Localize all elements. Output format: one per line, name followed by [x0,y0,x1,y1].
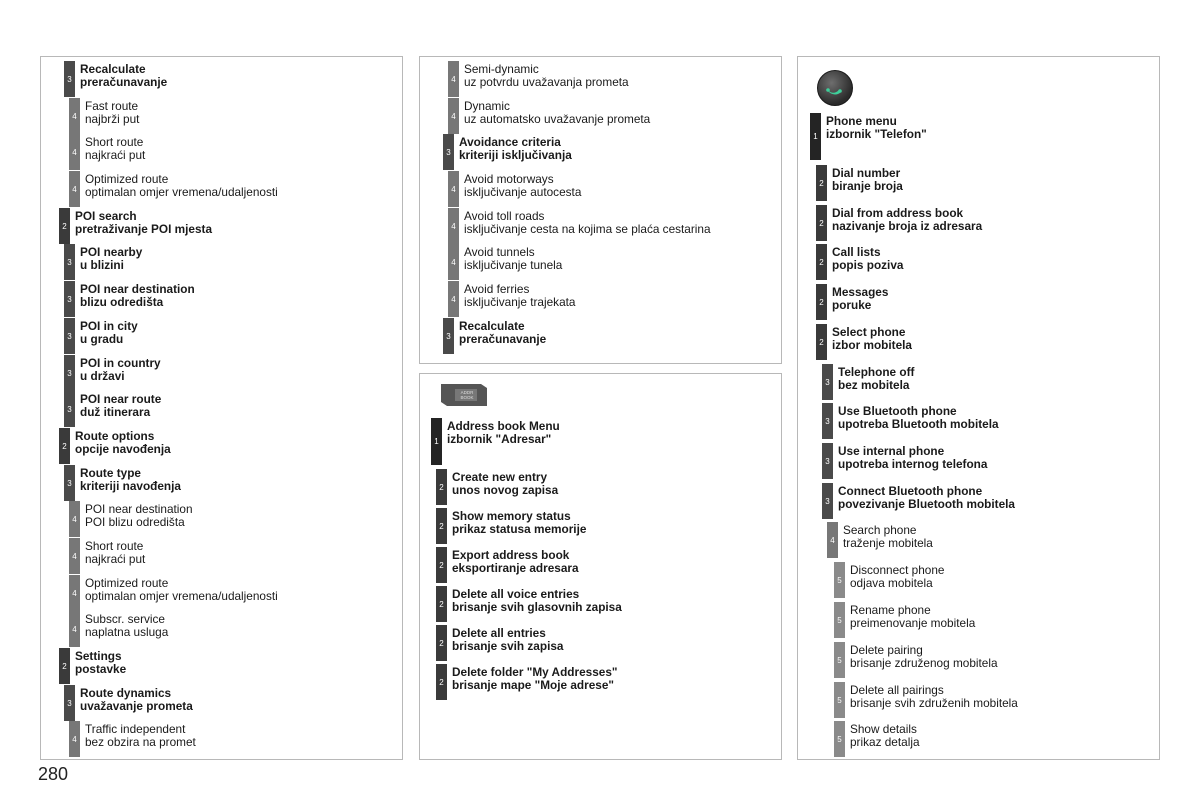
level-badge: 5 [834,682,845,718]
menu-item-text [832,165,903,192]
menu-item [59,208,212,244]
menu-item-text [80,244,142,271]
menu-item [69,611,168,647]
menu-item-label-en: Export address book [452,548,570,562]
menu-item-text [452,469,558,496]
menu-item-label-en: Subscr. service [85,612,165,626]
level-badge: 3 [822,364,833,400]
menu-item-label-en: Optimized route [85,576,169,590]
menu-item-label-hr: opcije navođenja [75,441,171,456]
menu-item-label-en: Call lists [832,245,881,259]
menu-item-label-en: Avoid tunnels [464,245,535,259]
menu-item-label-en: Disconnect phone [850,563,945,577]
menu-item-text [850,602,975,629]
menu-item-label-hr: u gradu [80,331,124,346]
menu-item-label-hr: brisanje svih zapisa [452,638,564,653]
menu-item-label-en: Short route [85,135,144,149]
level-badge: 2 [816,324,827,360]
menu-item-label-en: POI near destination [80,282,195,296]
level-badge: 2 [59,428,70,464]
menu-item [59,428,171,464]
menu-item-label-en: Route options [75,429,155,443]
menu-item [834,682,1018,718]
menu-item-text [838,364,914,391]
menu-item [822,483,1015,519]
menu-item-label-hr: isključivanje trajekata [464,294,576,309]
level-badge: 4 [69,538,80,574]
menu-item-label-en: Delete pairing [850,643,923,657]
menu-item [448,61,629,97]
menu-item-label-hr: upotreba Bluetooth mobitela [838,416,999,431]
menu-item [448,244,562,280]
menu-item [69,134,145,170]
menu-item-label-en: POI in city [80,319,138,333]
menu-item-label-hr: duž itinerara [80,404,151,419]
menu-item [436,664,617,700]
menu-item [64,61,167,97]
menu-item-label-en: Fast route [85,99,139,113]
menu-item-label-en: POI nearby [80,245,143,259]
menu-item-label-en: Avoid motorways [464,172,554,186]
level-badge: 2 [436,547,447,583]
menu-item-label-hr: bez obzira na promet [85,734,196,749]
level-badge: 5 [834,642,845,678]
menu-item [64,244,142,280]
level-badge: 4 [448,171,459,207]
menu-item-text [464,98,650,125]
menu-item-label-hr: preračunavanje [459,331,547,346]
menu-item [69,575,278,611]
menu-item [834,642,998,678]
menu-item-label-hr: naplatna usluga [85,624,169,639]
level-badge: 2 [436,469,447,505]
level-badge: 3 [822,483,833,519]
menu-item-text [850,642,998,669]
menu-item [834,602,975,638]
menu-item [834,562,944,598]
menu-item-label-hr: biranje broja [832,178,903,193]
menu-item-label-hr: bez mobitela [838,377,910,392]
menu-item-label-en: Messages [832,285,889,299]
menu-item-label-hr: uz automatsko uvažavanje prometa [464,111,651,126]
menu-item [810,113,927,160]
menu-item-text [464,244,562,271]
menu-item-label-en: Delete all entries [452,626,546,640]
menu-item-label-en: Delete folder "My Addresses" [452,665,618,679]
menu-item-label-en: Semi-dynamic [464,62,539,76]
menu-item [436,625,563,661]
level-badge: 2 [816,284,827,320]
menu-item-text [464,61,629,88]
menu-item-label-hr: prikaz statusa memorije [452,521,587,536]
level-badge: 3 [822,403,833,439]
menu-item-text [459,318,546,345]
menu-item-text [85,171,278,198]
menu-item-text [80,685,193,712]
level-badge: 3 [64,391,75,427]
menu-item-label-hr: brisanje svih združenih mobitela [850,695,1018,710]
menu-item-label-hr: izbor mobitela [832,337,912,352]
level-badge: 5 [834,562,845,598]
level-badge: 5 [834,721,845,757]
menu-item-label-hr: brisanje svih glasovnih zapisa [452,599,622,614]
menu-item-label-en: Settings [75,649,122,663]
menu-item-label-en: POI near route [80,392,162,406]
menu-item-label-en: Phone menu [826,114,897,128]
menu-item-text [85,611,168,638]
menu-item-text [452,664,617,691]
menu-item-text [838,443,987,470]
menu-item-label-hr: uz potvrdu uvažavanja prometa [464,74,629,89]
menu-item-label-hr: traženje mobitela [843,535,933,550]
level-badge: 4 [69,611,80,647]
menu-item [834,721,920,757]
menu-item-label-en: POI near destination [85,502,193,516]
level-badge: 4 [69,171,80,207]
level-badge: 3 [64,281,75,317]
menu-item-text [80,281,195,308]
menu-item [64,391,161,427]
menu-item [443,134,572,170]
level-badge: 3 [64,318,75,354]
menu-item [816,284,888,320]
menu-item-label-en: POI search [75,209,137,223]
menu-item-text [464,171,581,198]
level-badge: 4 [448,98,459,134]
menu-item-text [832,244,903,271]
menu-item-label-en: Use internal phone [838,444,945,458]
menu-item-text [80,465,181,492]
level-badge: 4 [448,61,459,97]
menu-item-text [464,281,575,308]
level-badge: 2 [436,625,447,661]
menu-item-text [452,625,563,652]
menu-item-label-en: Avoidance criteria [459,135,561,149]
menu-item-label-en: Address book Menu [447,419,560,433]
level-badge: 4 [448,208,459,244]
menu-item-label-en: Dial from address book [832,206,964,220]
menu-item-label-en: Short route [85,539,144,553]
level-badge: 4 [69,575,80,611]
menu-item-label-en: Rename phone [850,603,931,617]
menu-item-label-hr: izbornik "Adresar" [447,431,552,446]
level-badge: 1 [431,418,442,465]
menu-item [436,586,622,622]
menu-item-label-hr: isključivanje autocesta [464,184,582,199]
level-badge: 3 [64,465,75,501]
menu-item-label-hr: najkraći put [85,147,146,162]
level-badge: 3 [443,134,454,170]
menu-item-label-en: Telephone off [838,365,915,379]
menu-item-label-en: Avoid toll roads [464,209,545,223]
menu-item-text [85,501,193,528]
menu-item-text [850,721,920,748]
menu-item-label-en: Show memory status [452,509,571,523]
menu-item-label-en: Avoid ferries [464,282,530,296]
menu-item [816,165,903,201]
menu-item-label-hr: uvažavanje prometa [80,698,193,713]
menu-item-label-en: Dial number [832,166,901,180]
menu-item [822,403,999,439]
menu-item [448,208,711,244]
menu-item-text [850,562,944,589]
level-badge: 4 [827,522,838,558]
level-badge: 2 [59,648,70,684]
menu-item [448,171,581,207]
menu-item-label-hr: optimalan omjer vremena/udaljenosti [85,184,278,199]
menu-item-text [452,508,586,535]
menu-item [816,205,982,241]
menu-item-label-hr: brisanje združenog mobitela [850,655,998,670]
address-book-icon [441,384,487,406]
menu-item-text [85,575,278,602]
menu-item-label-hr: unos novog zapisa [452,482,559,497]
menu-item-text [80,355,161,382]
menu-item-label-hr: isključivanje tunela [464,257,563,272]
menu-item-label-en: Route dynamics [80,686,172,700]
level-badge: 5 [834,602,845,638]
menu-item [431,418,560,465]
menu-item [436,547,579,583]
menu-item-text [826,113,927,140]
menu-item-text [75,208,212,235]
menu-item-text [80,61,167,88]
menu-item-label-en: Dynamic [464,99,510,113]
level-badge: 2 [816,244,827,280]
menu-item-text [75,428,171,455]
level-badge: 3 [64,244,75,280]
level-badge: 4 [448,244,459,280]
menu-item-text [75,648,126,675]
menu-item-label-hr: pretraživanje POI mjesta [75,221,213,236]
menu-item-label-hr: odjava mobitela [850,575,933,590]
menu-item-label-en: Connect Bluetooth phone [838,484,983,498]
menu-item-text [850,682,1018,709]
menu-item-text [832,324,912,351]
menu-item-label-en: Select phone [832,325,906,339]
menu-item [69,98,139,134]
menu-item-text [85,134,145,161]
menu-item-text [85,98,139,125]
menu-item-label-en: Show details [850,722,917,736]
level-badge: 2 [816,205,827,241]
phone-icon [817,70,853,106]
menu-item-label-en: Use Bluetooth phone [838,404,957,418]
menu-item-label-hr: POI blizu odredišta [85,514,185,529]
menu-item [64,355,161,391]
menu-item-text [85,538,145,565]
menu-item-label-en: Recalculate [80,62,146,76]
menu-item-label-hr: brisanje mape "Moje adrese" [452,677,614,692]
level-badge: 3 [822,443,833,479]
menu-item-label-hr: kriteriji isključivanja [459,147,572,162]
menu-item-label-hr: optimalan omjer vremena/udaljenosti [85,588,278,603]
menu-item-label-hr: preimenovanje mobitela [850,615,976,630]
menu-item-label-hr: eksportiranje adresara [452,560,579,575]
menu-item-label-hr: prikaz detalja [850,734,920,749]
menu-item [448,281,575,317]
menu-item [436,508,586,544]
menu-item-label-en: Traffic independent [85,722,186,736]
menu-item-label-hr: kriteriji navođenja [80,478,181,493]
menu-item [64,465,181,501]
menu-item-label-en: Delete all voice entries [452,587,580,601]
menu-item-text [452,586,622,613]
menu-item-label-en: Search phone [843,523,917,537]
level-badge: 4 [448,281,459,317]
menu-item [822,364,914,400]
menu-item-label-en: Recalculate [459,319,525,333]
menu-item-label-en: Create new entry [452,470,548,484]
menu-item [69,538,145,574]
menu-item [69,501,193,537]
menu-item-label-en: Route type [80,466,141,480]
menu-item-text [80,391,161,418]
menu-item [64,685,193,721]
level-badge: 3 [64,61,75,97]
menu-item-label-hr: u blizini [80,257,124,272]
menu-item-label-hr: popis poziva [832,257,904,272]
menu-item [448,98,650,134]
menu-item-text [447,418,560,445]
menu-item-label-hr: blizu odredišta [80,294,164,309]
menu-item [443,318,546,354]
level-badge: 4 [69,501,80,537]
menu-item-text [452,547,579,574]
level-badge: 3 [64,355,75,391]
level-badge: 2 [436,664,447,700]
menu-item-text [838,483,1015,510]
menu-item-label-hr: izbornik "Telefon" [826,126,927,141]
menu-item [69,171,278,207]
level-badge: 1 [810,113,821,160]
menu-item [64,281,195,317]
level-badge: 2 [436,586,447,622]
menu-item [816,244,903,280]
menu-item-text [843,522,933,549]
menu-item-label-en: Delete all pairings [850,683,944,697]
menu-item-label-hr: nazivanje broja iz adresara [832,218,983,233]
menu-item-label-hr: poruke [832,297,872,312]
level-badge: 4 [69,134,80,170]
menu-item [69,721,196,757]
menu-item-text [85,721,196,748]
menu-item-label-hr: povezivanje Bluetooth mobitela [838,496,1015,511]
menu-item-label-hr: postavke [75,661,127,676]
menu-item [827,522,933,558]
level-badge: 2 [436,508,447,544]
level-badge: 4 [69,98,80,134]
menu-item-text [464,208,711,235]
level-badge: 3 [443,318,454,354]
menu-item-label-en: POI in country [80,356,161,370]
menu-item [816,324,912,360]
menu-item-text [832,205,982,232]
menu-item-label-en: Optimized route [85,172,169,186]
menu-item [64,318,138,354]
menu-item-label-hr: preračunavanje [80,74,168,89]
address-book-icon-label: ADDR BOOK [460,390,474,400]
menu-item-label-hr: najbrži put [85,111,140,126]
menu-item-text [80,318,138,345]
menu-item [59,648,126,684]
level-badge: 4 [69,721,80,757]
level-badge: 3 [64,685,75,721]
level-badge: 2 [59,208,70,244]
menu-item-label-hr: najkraći put [85,551,146,566]
menu-item [822,443,987,479]
menu-item-text [459,134,572,161]
menu-item [436,469,558,505]
page-number: 280 [38,764,69,784]
menu-item-label-hr: isključivanje cesta na kojima se plaća cestarina [464,221,711,236]
menu-item-text [832,284,888,311]
menu-item-label-hr: u državi [80,368,125,383]
menu-item-label-hr: upotreba internog telefona [838,456,988,471]
menu-item-text [838,403,999,430]
level-badge: 2 [816,165,827,201]
